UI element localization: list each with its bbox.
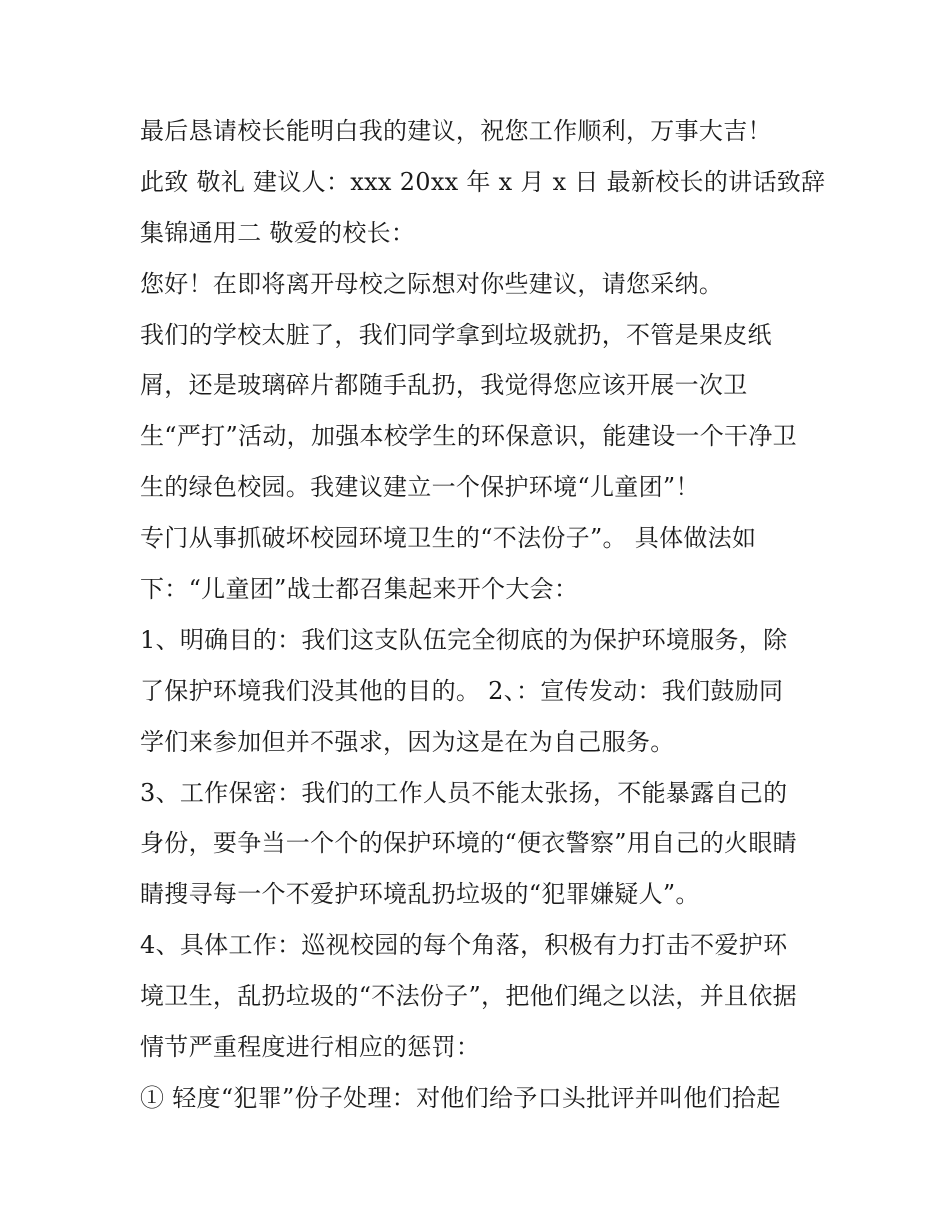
text-line: 生的绿色校园。我建议建立一个保护环境“儿童团”！: [140, 473, 700, 502]
text-line: 4、具体工作：巡视校园的每个角落，积极有力打击不爱护环: [140, 931, 788, 960]
text-line: 屑，还是玻璃碎片都随手乱扔，我觉得您应该开展一次卫: [140, 371, 748, 400]
text-line: 我们的学校太脏了，我们同学拿到垃圾就扔，不管是果皮纸: [140, 320, 772, 349]
text-line: 境卫生，乱扔垃圾的“不法份子”，把他们绳之以法，并且依据: [140, 982, 797, 1011]
text-line: ① 轻度“犯罪”份子处理：对他们给予口头批评并叫他们拾起: [140, 1083, 781, 1112]
text-line: 此致 敬礼 建议人：xxx 20xx 年 x 月 x 日 最新校长的讲话致辞: [140, 167, 826, 196]
text-line: 您好！在即将离开母校之际想对你些建议，请您采纳。: [140, 269, 724, 298]
text-line: 3、工作保密：我们的工作人员不能太张扬，不能暴露自己的: [140, 778, 788, 807]
text-line: 集锦通用二 敬爱的校长：: [140, 218, 416, 247]
text-line: 情节严重程度进行相应的惩罚：: [140, 1033, 481, 1062]
text-line: 专门从事抓破坏校园环境卫生的“不法份子”。 具体做法如: [140, 524, 757, 553]
text-line: 最后恳请校长能明白我的建议，祝您工作顺利，万事大吉！: [140, 117, 772, 145]
document-body: [140, 106, 826, 1124]
text-line: 身份，要争当一个个的保护环境的“便衣警察”用自己的火眼睛: [140, 829, 797, 858]
text-line: 生“严打”活动，加强本校学生的环保意识，能建设一个干净卫: [140, 422, 797, 451]
text-line: 睛搜寻每一个不爱护环境乱扔垃圾的“犯罪嫌疑人”。: [140, 880, 700, 909]
text-line: 了保护环境我们没其他的目的。 2、：宣传发动：我们鼓励同: [140, 676, 784, 705]
text-line: 学们来参加但并不强求，因为这是在为自己服务。: [140, 727, 675, 756]
text-line: 1、明确目的：我们这支队伍完全彻底的为保护环境服务，除: [140, 625, 788, 654]
text-line: 下：“儿童团”战士都召集起来开个大会：: [140, 575, 579, 604]
